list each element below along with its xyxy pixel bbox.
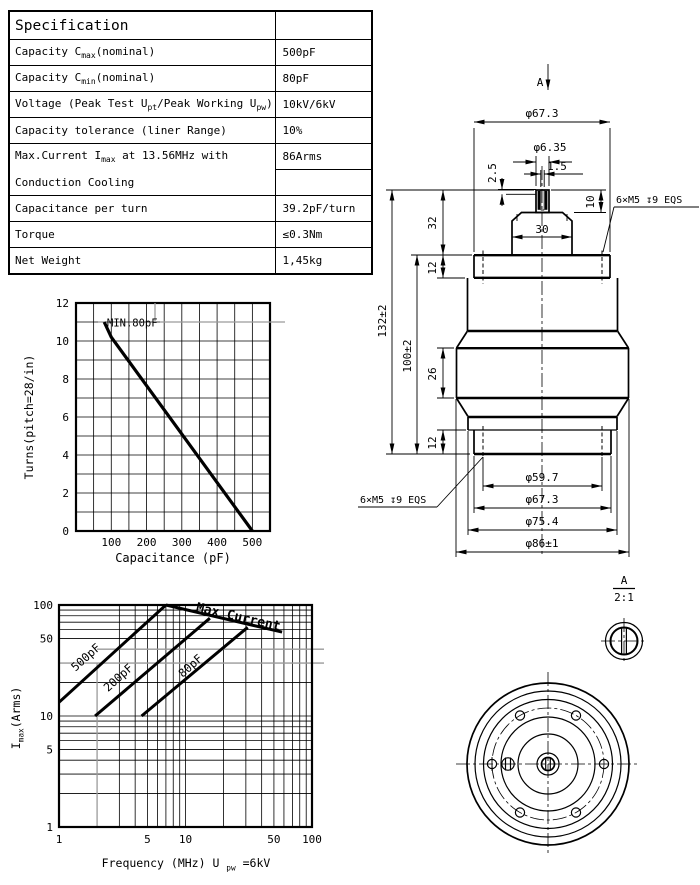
spec-value: 10% [275, 118, 372, 144]
y-tick-label: 4 [62, 449, 69, 462]
dim-center-ring-height: 26 [426, 367, 439, 381]
turns-vs-capacitance-chart [0, 290, 300, 580]
spec-row [9, 118, 372, 144]
dim-top-flange-dia: φ67.3 [525, 107, 559, 120]
spec-row [9, 11, 372, 40]
spec-row [9, 222, 372, 248]
thread-note-bottom: 6×M5 ↧9 EQS [360, 495, 427, 506]
spec-label: Torque [9, 222, 275, 248]
y-tick-label: 6 [62, 411, 69, 424]
specification-table [8, 10, 373, 275]
spec-row [9, 196, 372, 222]
x-axis-title: Frequency (MHz) U $_{pw}$ =6kV [101, 856, 271, 873]
dimensions [358, 64, 699, 557]
y-axis-title: Turns(pitch=28/in) [22, 354, 36, 480]
dim-shoulder-dia: φ75.4 [525, 515, 559, 528]
center-ring [456, 348, 629, 398]
spec-row [9, 170, 372, 196]
dim-bottom-flange-thickness: 12 [426, 436, 439, 450]
series-label-500pF: 500pF [68, 640, 104, 675]
y-tick-label: 12 [55, 297, 69, 310]
spec-label: Max.Current $I_{max}$ at 13.56MHz with [9, 144, 275, 170]
dim-top-flange-thickness: 12 [426, 261, 439, 275]
series-label-80pF: 80pF [175, 651, 206, 681]
x-tick-label: 500 [242, 536, 263, 549]
x-tick-label: 400 [207, 536, 228, 549]
y-tick-label: 0 [62, 525, 69, 538]
dim-bottom-flange-dia: φ67.3 [525, 493, 559, 506]
spec-label: Net Weight [9, 248, 275, 275]
spec-value: 500pF [275, 40, 372, 66]
spec-value: 10kV/6kV [275, 92, 372, 118]
y-tick-label: 50 [39, 632, 53, 646]
x-tick-label: 1 [55, 833, 63, 846]
spec-label: Capacity $C_{max}(nominal)$ [9, 40, 275, 66]
y-tick-label: 2 [62, 487, 69, 500]
dim-slot-depth: 2.5 [486, 163, 499, 183]
detail-scale: 2:1 [614, 591, 634, 604]
mounting-hole [571, 711, 580, 720]
x-tick-label: 50 [267, 833, 281, 846]
dim-hub-dia: 30 [535, 223, 549, 236]
thread-note-top: 6×M5 ↧9 EQS [616, 195, 683, 206]
current-vs-frequency-chart [0, 580, 345, 885]
bottom-flange [474, 426, 611, 458]
detail-label: A [620, 574, 628, 587]
x-tick-label: 10 [178, 833, 193, 846]
spec-label: Specification [9, 11, 275, 40]
x-tick-label: 100 [101, 536, 122, 549]
series-label-200pF: 200pF [100, 660, 136, 695]
dim-shaft-dia: φ6.35 [533, 141, 567, 154]
series-capacity-adjustment [104, 322, 252, 531]
spec-row [9, 66, 372, 92]
spec-label: Conduction Cooling [9, 170, 275, 196]
spec-value: 39.2pF/turn [275, 196, 372, 222]
y-tick-label: 1 [46, 821, 53, 834]
dim-hub-section-height: 32 [426, 216, 439, 230]
dim-bolt-circle-dia: φ59.7 [525, 471, 559, 484]
spec-row [9, 40, 372, 66]
spec-value: 1,45kg [275, 248, 372, 275]
y-axis-title: $I_{max}(Arms)$ [9, 686, 26, 750]
x-tick-label: 100 [302, 833, 322, 846]
spec-row [9, 144, 372, 170]
y-tick-label: 5 [46, 743, 53, 757]
dim-body-height: 100±2 [401, 339, 414, 373]
technical-drawing [355, 50, 700, 885]
spec-row [9, 92, 372, 118]
dim-max-dia: φ86±1 [525, 537, 559, 550]
series-label-max-current: Max Current [194, 600, 282, 635]
y-tick-label: 10 [39, 710, 53, 723]
y-tick-label: 100 [33, 599, 53, 612]
spec-label: Capacitance per turn [9, 196, 275, 222]
spec-value: 86Arms [275, 144, 372, 170]
spec-value: 80pF [275, 66, 372, 92]
bottom-view [456, 672, 640, 856]
spec-value [275, 11, 372, 40]
min-annotation: MIN.80pF [107, 317, 158, 330]
x-axis-title: Capacitance (pF) [115, 551, 231, 565]
x-tick-label: 300 [171, 536, 192, 549]
detail-view-a [601, 574, 647, 664]
x-tick-label: 200 [136, 536, 157, 549]
dim-slot-width: 1.5 [547, 160, 567, 173]
dim-shaft-height: 10 [584, 195, 597, 209]
spec-label: Voltage (Peak Test $U_{pt}$/Peak Working $U_{pw}$) [9, 92, 275, 118]
view-label: A [536, 76, 544, 89]
y-tick-label: 8 [62, 373, 69, 386]
dim-overall-height: 132±2 [376, 304, 389, 338]
spec-label: Capacity tolerance (liner Range) [9, 118, 275, 144]
spec-row [9, 248, 372, 275]
spec-value: ≤0.3Nm [275, 222, 372, 248]
x-tick-label: 5 [144, 833, 151, 846]
spec-label: Capacity $C_{min}(nominal)$ [9, 66, 275, 92]
y-tick-label: 10 [55, 335, 69, 348]
